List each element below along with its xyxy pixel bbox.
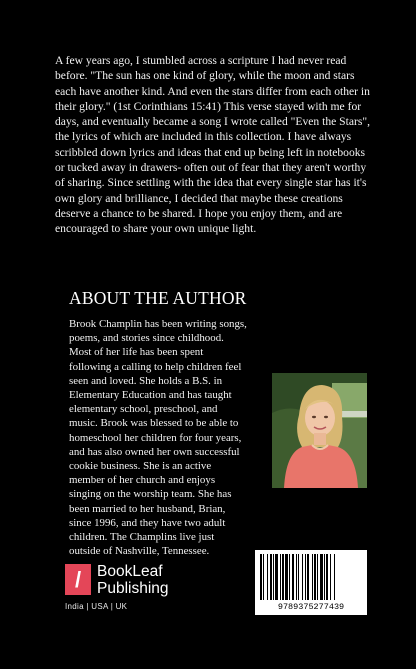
author-bio: Brook Champlin has been writing songs, poems, and stories since childhood. Most of her life has been spent following a calling to help children feel seen and loved. She holds a B.S. in Elementary Education and has taught elementary school, preschool, and music. Brook was blessed to be able to homeschool her children for four years, and has also owned her own successful cookie business. She is an active member of her church and enjoys singing on the worship team. She has been married to her husband, Brian, since 1996, and they have two adult children. The Champlins live just outside of Nashville, Tennessee.: [69, 318, 247, 558]
publisher-logo: [63, 563, 223, 613]
back-cover-blurb: A few years ago, I stumbled across a scripture I had never read before. "The sun has one kind of glory, while the moon and stars each have another kind. And even the stars differ from each other in their glory." (1st Corinthians 15:41) This verse stayed with me for days, and eventually became a song I wrote called "Even the Stars", the lyrics of which are included in this collection. I have always scribbled down lyrics and ideas that end up being left in notebooks or tucked away in drawers- often out of fear that they aren't worthy of sharing. Since settling with the idea that every single star has it's own glory and brilliance, I decided that maybe these creations deserve a chance to be shared. I hope you enjoy them, and are encouraged to share your own unique light.: [55, 54, 370, 236]
publisher-name-line1: BookLeaf: [97, 563, 163, 580]
isbn-barcode: [255, 550, 367, 615]
publisher-logo-mark: /: [65, 564, 91, 595]
publisher-name-line2: Publishing: [97, 580, 169, 597]
about-author-heading: ABOUT THE AUTHOR: [69, 288, 247, 308]
author-photo: [272, 373, 367, 488]
barcode-bars: [260, 554, 362, 600]
isbn-number: 9789375277439: [277, 602, 345, 612]
publisher-regions: India | USA | UK: [65, 602, 128, 611]
